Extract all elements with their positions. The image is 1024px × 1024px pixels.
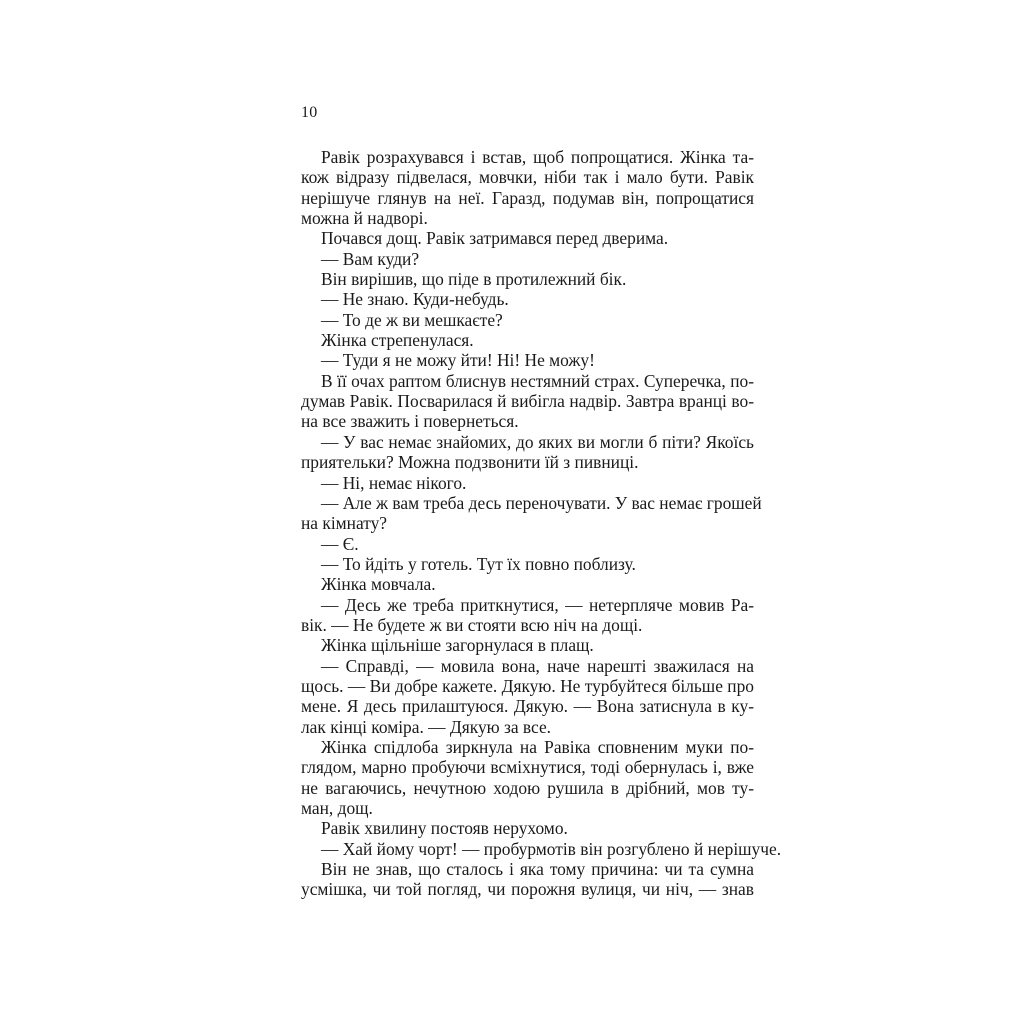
text-line: — Але ж вам треба десь переночувати. У вас немає грошей <box>321 492 762 513</box>
text-line: Він вирішив, що піде в протилежний бік. <box>321 269 627 290</box>
text-line: вік. — Не будете ж ви стояти всю ніч на дощі. <box>301 614 643 635</box>
text-line: Жінка стрепенулася. <box>321 330 474 351</box>
text-line: ман, дощ. <box>301 798 373 818</box>
text-line: — Не знаю. Куди-небудь. <box>321 289 509 310</box>
text-line: на кімнату? <box>301 513 388 534</box>
text-line: — Справді, — мовила вона, наче нарешті зважилася на <box>321 655 754 676</box>
text-line: глядом, марно пробуючи всміхнутися, тоді обернулась і, вже <box>301 757 754 778</box>
text-line: Равік розрахувався і встав, щоб попрощатися. Жінка та- <box>321 147 754 167</box>
page-number: 10 <box>301 104 318 121</box>
text-line: Почався дощ. Равік затримався перед дверима. <box>321 228 669 249</box>
text-line: — Десь же треба приткнутися, — нетерпляче мовив Ра- <box>321 594 754 615</box>
text-line: на все зважить і повернеться. <box>301 411 519 432</box>
text-line: щось. — Ви добре кажете. Дякую. Не турбуйтеся більше про <box>301 675 754 696</box>
text-line: — Туди я не можу йти! Ні! Не можу! <box>321 350 595 371</box>
text-line: не вагаючись, нечутною ходою рушила в дрібний, мов ту- <box>301 777 754 798</box>
text-line: приятельки? Можна подзвонити їй з пивниці. <box>301 452 639 473</box>
text-line: кож відразу підвелася, мовчки, ніби так і мало бути. Равік <box>301 167 754 188</box>
text-line: усмішка, чи той погляд, чи порожня вулиця, чи ніч, — знав <box>301 879 754 900</box>
body-text <box>301 147 782 900</box>
text-line: Жінка щільніше загорнулася в плащ. <box>321 635 594 656</box>
text-line: Жінка спідлоба зиркнула на Равіка сповненим муки по- <box>321 736 754 757</box>
text-line: В її очах раптом блиснув нестямний страх. Суперечка, по- <box>321 370 754 391</box>
text-line: можна й надворі. <box>301 208 428 229</box>
text-line: — То йдіть у готель. Тут їх повно поблизу. <box>321 553 636 574</box>
text-line: — То де ж ви мешкаєте? <box>321 309 503 330</box>
text-line: нерішуче глянув на неї. Гаразд, подумав він, попрощатися <box>301 187 754 208</box>
text-line: Він не знав, що сталось і яка тому причина: чи та сумна <box>321 859 754 880</box>
text-line: — Ні, немає нікого. <box>321 472 467 493</box>
text-line: думав Равік. Посварилася й вибігла надвір. Завтра вранці во- <box>301 391 754 412</box>
text-line: — У вас немає знайомих, до яких ви могли б піти? Якоїсь <box>321 431 754 452</box>
text-line: Жінка мовчала. <box>321 574 436 595</box>
text-line: Равік хвилину постояв нерухомо. <box>321 818 568 839</box>
text-line: мене. Я десь прилаштуюся. Дякую. — Вона затиснула в ку- <box>301 696 754 717</box>
text-line: — Вам куди? <box>321 248 420 269</box>
text-line: — Є. <box>321 533 359 554</box>
text-line: — Хай йому чорт! — пробурмотів він розгублено й нерішуче. <box>321 838 782 859</box>
text-line: лак кінці коміра. — Дякую за все. <box>301 716 552 737</box>
